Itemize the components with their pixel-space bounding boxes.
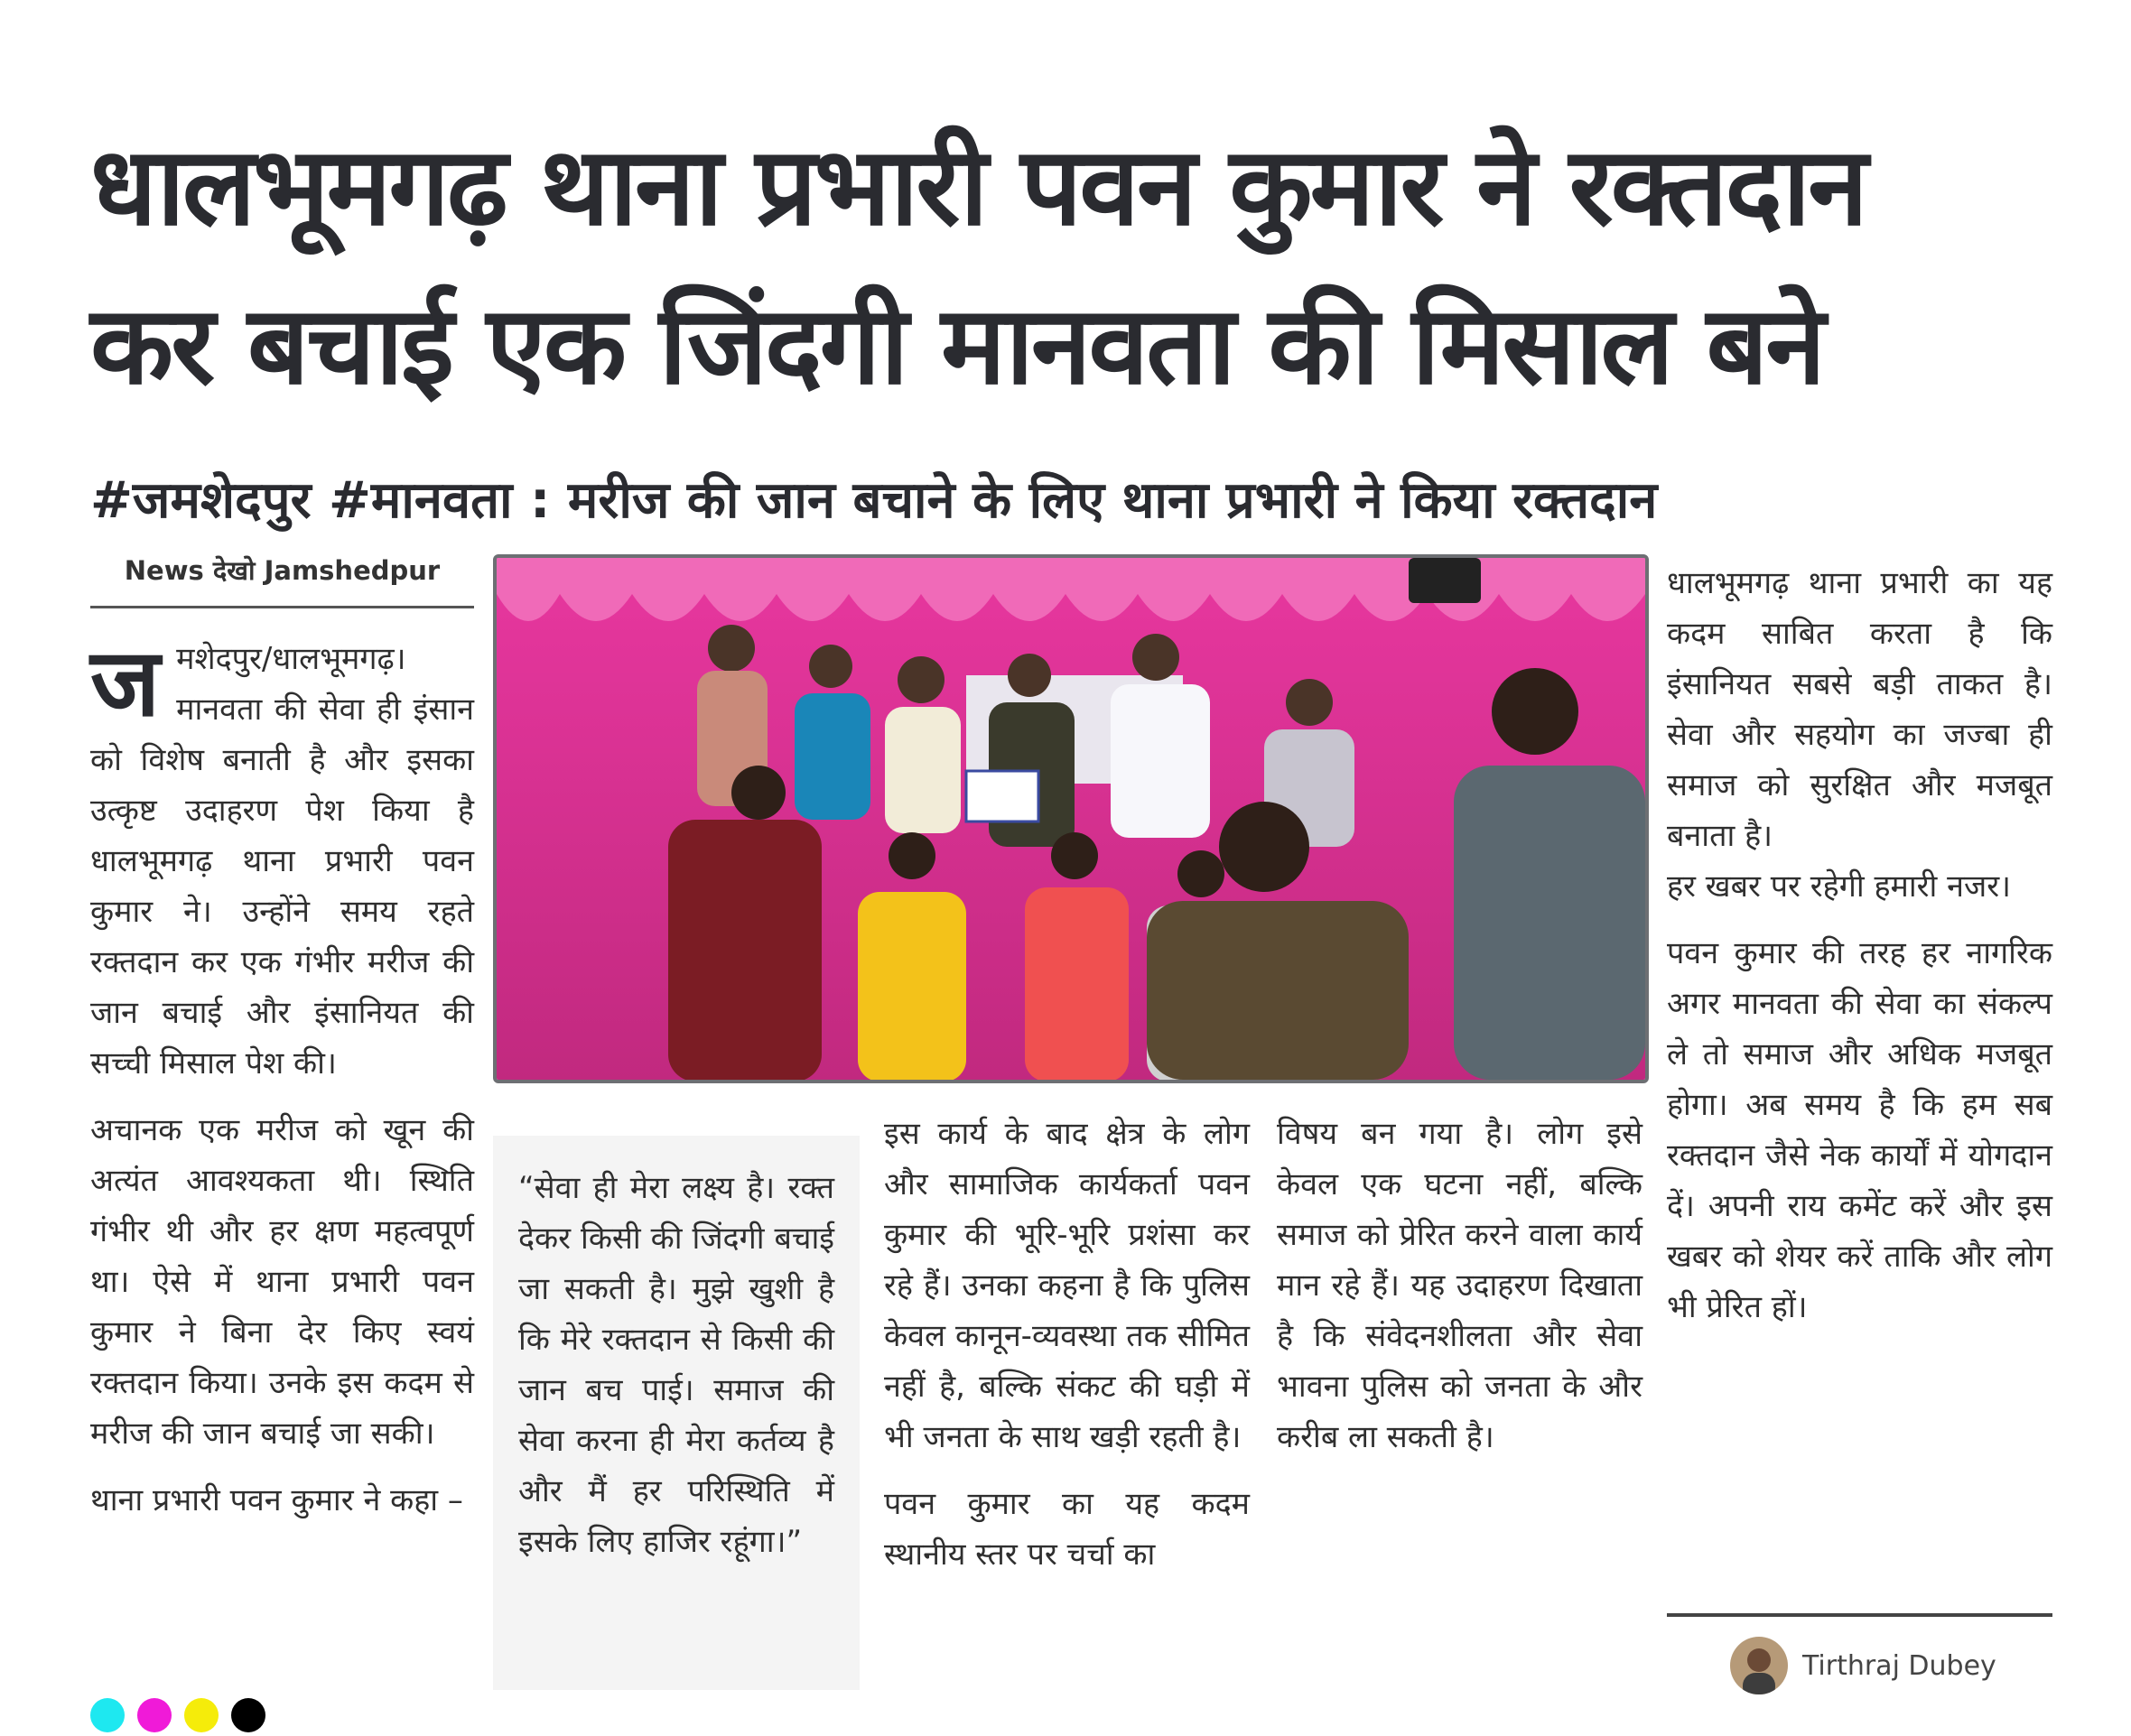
headline-line-1: धालभूमगढ़ थाना प्रभारी पवन कुमार ने रक्तदान: [90, 125, 1866, 250]
author-byline: [1730, 1636, 1996, 1695]
magenta-dot: [137, 1698, 172, 1732]
pull-quote-box: [493, 1136, 860, 1690]
author-name: Tirthraj Dubey: [1802, 1649, 1996, 1682]
article-column-5: [1667, 558, 2052, 1349]
yellow-dot: [184, 1698, 219, 1732]
article-column-3: [884, 1109, 1250, 1596]
black-dot: [231, 1698, 265, 1732]
paragraph-9: पवन कुमार की तरह हर नागरिक अगर मानवता की सेवा का संकल्प ले तो समाज और अधिक मजबूत होगा। अब समय है कि हम सब रक्तदान जैसे नेक कार्यों में योगदान दें। अपनी राय कमेंट करें और इस खबर को शेयर करें ताकि और लोग भी प्रेरित हों।: [1667, 935, 2052, 1325]
avatar: [1730, 1637, 1788, 1694]
paragraph-7: धालभूमगढ़ थाना प्रभारी का यह कदम साबित करता है कि इंसानियत सबसे बड़ी ताकत है। सेवा और सहयोग का जज्बा ही समाज को सुरक्षित और मजबूत बनाता है।: [1667, 565, 2052, 854]
source-divider: [90, 606, 474, 608]
print-registration-marks: [90, 1698, 278, 1731]
cyan-dot: [90, 1698, 125, 1732]
drop-cap: ज: [90, 627, 161, 738]
paragraph-5: पवन कुमार का यह कदम स्थानीय स्तर पर चर्चा का: [884, 1486, 1250, 1573]
author-divider: [1667, 1613, 2052, 1617]
subheadline: #जमशेदपुर #मानवता : मरीज की जान बचाने के लिए थाना प्रभारी ने किया रक्तदान: [90, 471, 1658, 530]
paragraph-2: अचानक एक मरीज को खून की अत्यंत आवश्यकता थी। स्थिति गंभीर थी और हर क्षण महत्वपूर्ण था। ऐसे में थाना प्रभारी पवन कुमार ने बिना देर किए स्वयं रक्तदान किया। उनके इस कदम से मरीज की जान बचाई जा सकी।: [90, 1112, 474, 1452]
source-label: News देखो Jamshedpur: [124, 555, 441, 586]
article-column-4: [1277, 1109, 1642, 1479]
paragraph-8: हर खबर पर रहेगी हमारी नजर।: [1667, 868, 2012, 905]
group-photo-icon: [497, 558, 1645, 1080]
paragraph-1: [90, 627, 474, 1089]
headline-line-2: कर बचाई एक जिंदगी मानवता की मिसाल बने: [90, 283, 1823, 409]
paragraph-6: विषय बन गया है। लोग इसे केवल एक घटना नहीं, बल्कि समाज को प्रेरित करने वाला कार्य मान रहे हैं। यह उदाहरण दिखाता है कि संवेदनशीलता और सेवा भावना पुलिस को जनता के और करीब ला सकती है।: [1277, 1116, 1642, 1455]
paragraph-4: इस कार्य के बाद क्षेत्र के लोग और सामाजिक कार्यकर्ता पवन कुमार की भूरि-भूरि प्रशंसा कर रहे हैं। उनका कहना है कि पुलिस केवल कानून-व्यवस्था तक सीमित नहीं है, बल्कि संकट की घड़ी में भी जनता के साथ खड़ी रहती है।: [884, 1116, 1250, 1455]
pull-quote: “सेवा ही मेरा लक्ष्य है। रक्त देकर किसी की जिंदगी बचाई जा सकती है। मुझे खुशी है कि मेरे रक्तदान से किसी की जान बच पाई। समाज की सेवा करना ही मेरा कर्तव्य है और मैं हर परिस्थिति में इसके लिए हाजिर रहूंगा।”: [518, 1170, 834, 1560]
headline: [90, 108, 2059, 426]
article-photo: [493, 554, 1649, 1083]
article-column-1: [90, 627, 474, 1542]
avatar-icon: [1730, 1637, 1788, 1694]
paragraph-1-text: मशेदपुर/धालभूमगढ़। मानवता की सेवा ही इंसान को विशेष बनाती है और इसका उत्कृष्ट उदाहरण पेश किया है धालभूमगढ़ थाना प्रभारी पवन कुमार ने। उन्होंने समय रहते रक्तदान कर एक गंभीर मरीज की जान बचाई और इंसानियत की सच्ची मिसाल पेश की।: [90, 641, 474, 1082]
paragraph-3: थाना प्रभारी पवन कुमार ने कहा –: [90, 1482, 463, 1518]
